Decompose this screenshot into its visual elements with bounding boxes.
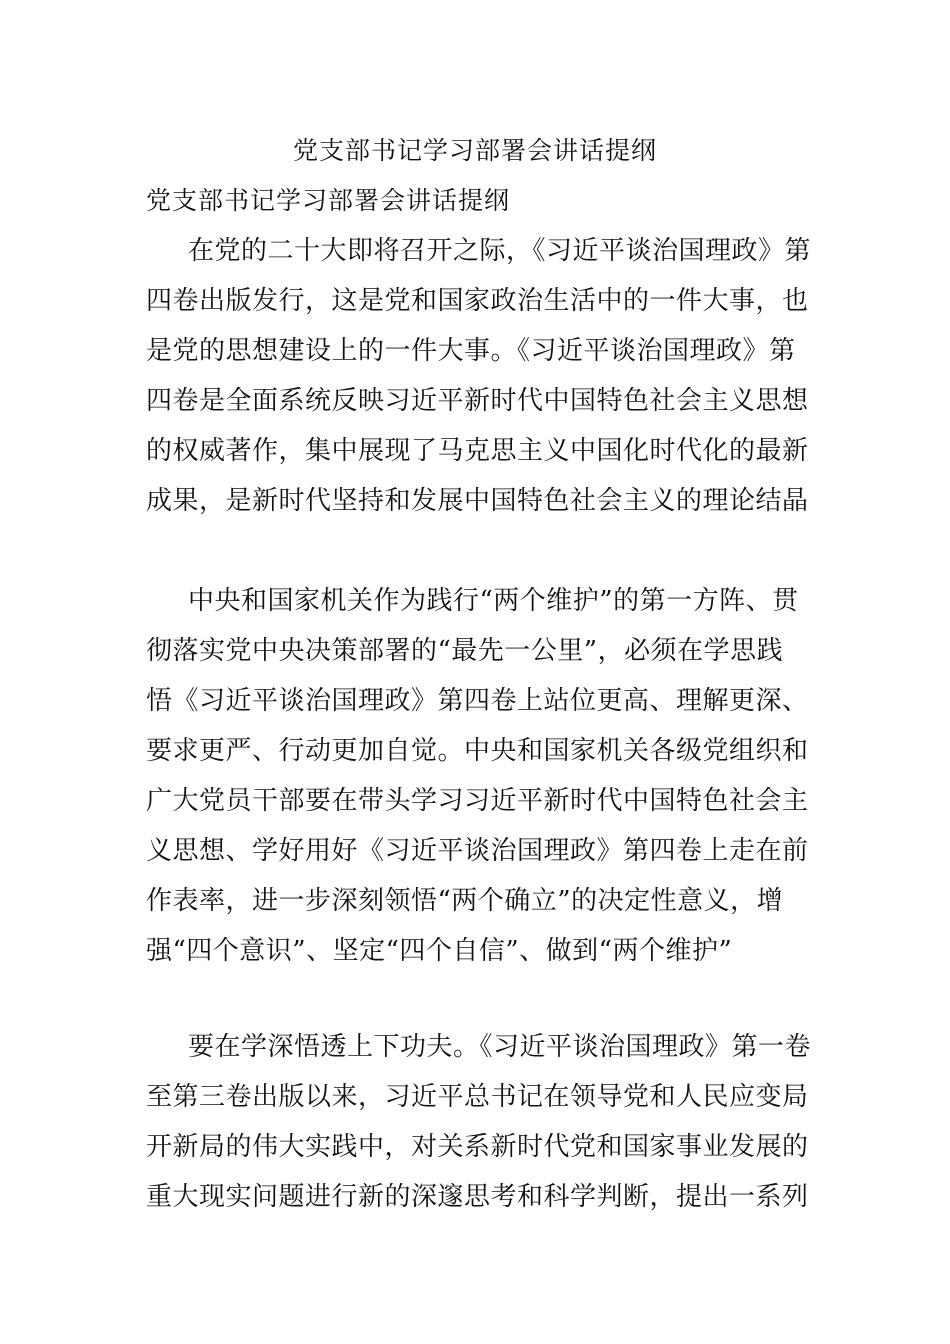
paragraph-line: 至第三卷出版以来，习近平总书记在领导党和人民应变局 — [146, 1082, 809, 1112]
paragraph-line: 在党的二十大即将召开之际，《习近平谈治国理政》第 — [188, 236, 812, 266]
paragraph-line: 要求更严、行动更加自觉。中央和国家机关各级党组织和 — [146, 736, 809, 766]
paragraph-3 — [146, 1022, 816, 1222]
document-subtitle: 党支部书记学习部署会讲话提纲 — [146, 186, 511, 215]
paragraph-line: 是党的思想建设上的一件大事。《习近平谈治国理政》第 — [146, 336, 796, 366]
document-title: 党支部书记学习部署会讲话提纲 — [292, 136, 657, 165]
paragraph-line: 开新局的伟大实践中，对关系新时代党和国家事业发展的 — [146, 1132, 809, 1162]
paragraph-1 — [146, 226, 816, 526]
paragraph-line: 广大党员干部要在带头学习习近平新时代中国特色社会主 — [146, 786, 809, 816]
paragraph-line: 强“四个意识”、坚定“四个自信”、做到“两个维护” — [146, 936, 733, 966]
paragraph-line: 四卷是全面系统反映习近平新时代中国特色社会主义思想 — [146, 386, 809, 416]
paragraph-line: 中央和国家机关作为践行“两个维护”的第一方阵、贯 — [188, 586, 799, 616]
paragraph-line: 重大现实问题进行新的深邃思考和科学判断，提出一系列 — [146, 1182, 809, 1212]
paragraph-line: 要在学深悟透上下功夫。《习近平谈治国理政》第一卷 — [188, 1032, 812, 1062]
paragraph-line: 四卷出版发行，这是党和国家政治生活中的一件大事，也 — [146, 286, 809, 316]
paragraph-line: 作表率，进一步深刻领悟“两个确立”的决定性意义，增 — [146, 886, 784, 916]
paragraph-line: 成果，是新时代坚持和发展中国特色社会主义的理论结晶 — [146, 486, 809, 516]
paragraph-line: 义思想、学好用好《习近平谈治国理政》第四卷上走在前 — [146, 836, 809, 866]
paragraph-line: 彻落实党中央决策部署的“最先一公里”，必须在学思践 — [146, 636, 784, 666]
paragraph-line: 悟《习近平谈治国理政》第四卷上站位更高、理解更深、 — [146, 686, 809, 716]
paragraph-line: 的权威著作，集中展现了马克思主义中国化时代化的最新 — [146, 436, 809, 466]
paragraph-2 — [146, 576, 816, 976]
